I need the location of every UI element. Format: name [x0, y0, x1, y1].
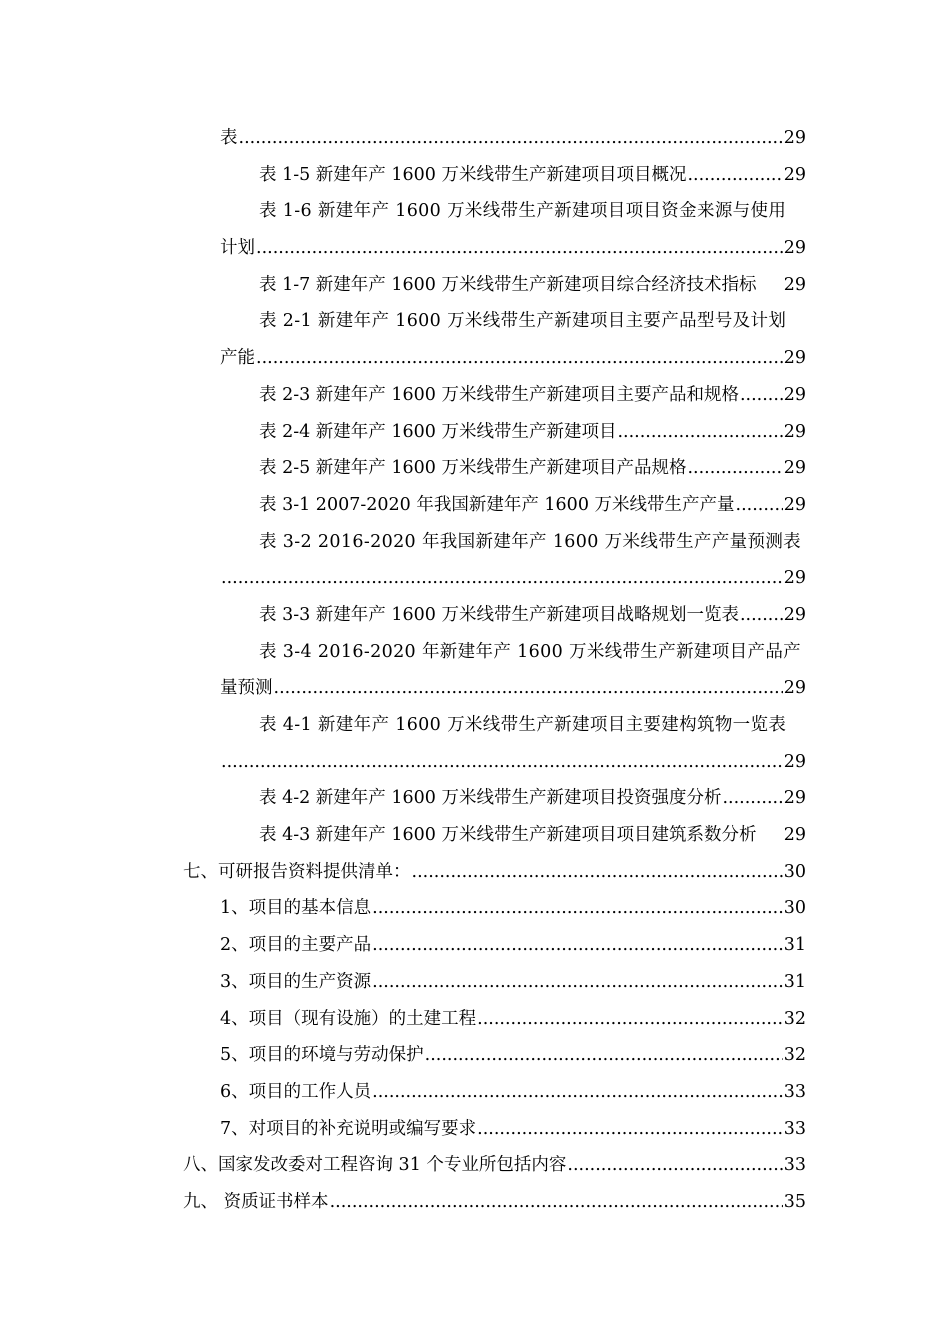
- toc-row: [0, 228, 950, 265]
- toc-row: [0, 522, 950, 559]
- toc-entry[interactable]: [259, 164, 806, 186]
- toc-row: [0, 668, 950, 705]
- toc-entry[interactable]: [259, 641, 806, 663]
- toc-leader-dots: [617, 421, 782, 443]
- toc-leader-dots: [330, 1191, 783, 1213]
- toc-page-number: 30: [783, 861, 806, 882]
- toc-entry[interactable]: [220, 971, 806, 993]
- toc-entry[interactable]: [220, 237, 806, 259]
- toc-row: [0, 852, 950, 889]
- toc-page-number: 33: [783, 1081, 806, 1102]
- toc-leader-dots: [567, 1154, 782, 1176]
- toc-entry-title: 2、项目的主要产品: [220, 935, 372, 956]
- toc-row: [0, 742, 950, 779]
- toc-entry-title: 表 3-3 新建年产 1600 万米线带生产新建项目战略规划一览表: [259, 604, 739, 625]
- toc-page-number: 31: [783, 935, 806, 956]
- toc-leader-dots: [687, 457, 782, 479]
- toc-row: [0, 301, 950, 338]
- toc-entry-title: 1、项目的基本信息: [220, 898, 372, 919]
- toc-row: [0, 1109, 950, 1146]
- toc-leader-dots: [740, 384, 783, 406]
- toc-entry-title: 九、 资质证书样本: [183, 1191, 329, 1212]
- toc-entry[interactable]: [220, 1118, 806, 1140]
- toc-entry[interactable]: [183, 1191, 806, 1213]
- toc-entry[interactable]: [259, 531, 806, 553]
- toc-row: [0, 155, 950, 192]
- toc-leader-dots: [736, 494, 783, 516]
- toc-page-number: 33: [783, 1155, 806, 1176]
- toc-entry-title: 表 2-5 新建年产 1600 万米线带生产新建项目产品规格: [259, 458, 687, 479]
- toc-entry-title: 计划: [220, 238, 255, 259]
- toc-page-number: 29: [783, 494, 806, 515]
- toc-leader-dots: [425, 1044, 783, 1066]
- toc-entry[interactable]: [183, 1154, 806, 1176]
- toc-row: [0, 778, 950, 815]
- toc-entry[interactable]: [220, 751, 806, 773]
- toc-row: [0, 1145, 950, 1182]
- toc-leader-dots: [221, 751, 783, 773]
- toc-entry-title: 3、项目的生产资源: [220, 971, 372, 992]
- toc-entry-title: 表 3-2 2016-2020 年我国新建年产 1600 万米线带生产产量预测表: [259, 531, 802, 552]
- toc-entry[interactable]: [220, 897, 806, 919]
- toc-leader-dots: [412, 861, 783, 883]
- toc-row: [0, 705, 950, 742]
- toc-entry-title: 表 1-5 新建年产 1600 万米线带生产新建项目项目概况: [259, 164, 687, 185]
- toc-entry-title: 表 3-4 2016-2020 年新建年产 1600 万米线带生产新建项目产品产: [259, 641, 802, 662]
- toc-entry[interactable]: [220, 1081, 806, 1103]
- toc-entry-title: 七、可研报告资料提供清单：: [183, 861, 411, 882]
- toc-leader-dots: [239, 127, 783, 149]
- toc-entry[interactable]: [259, 421, 806, 443]
- toc-entry[interactable]: [259, 494, 806, 516]
- toc-page-number: 29: [783, 678, 806, 699]
- toc-entry[interactable]: [259, 200, 806, 222]
- toc-entry-title: 表 2-3 新建年产 1600 万米线带生产新建项目主要产品和规格: [259, 384, 739, 405]
- toc-row: [0, 191, 950, 228]
- toc-row: [0, 1182, 950, 1219]
- toc-entry-title: 表 1-6 新建年产 1600 万米线带生产新建项目项目资金来源与使用: [259, 201, 787, 222]
- toc-row: [0, 265, 950, 302]
- toc-page-number: 35: [783, 1191, 806, 1212]
- toc-row: [0, 962, 950, 999]
- toc-page-number: 29: [783, 568, 806, 589]
- toc-page-number: 29: [783, 604, 806, 625]
- toc-leader-dots: [221, 567, 783, 589]
- toc-leader-dots: [477, 1008, 783, 1030]
- toc-row: [0, 558, 950, 595]
- toc-page-number: 29: [783, 825, 806, 846]
- toc-row: [0, 1072, 950, 1109]
- toc-row: [0, 925, 950, 962]
- toc-row: [0, 448, 950, 485]
- toc-page-number: 29: [783, 384, 806, 405]
- toc-entry[interactable]: [220, 1008, 806, 1030]
- toc-entry-title: 产能: [220, 348, 255, 369]
- toc-page-number: 29: [783, 751, 806, 772]
- toc-entry-title: 表 3-1 2007-2020 年我国新建年产 1600 万米线带生产产量: [259, 494, 735, 515]
- toc-entry-title: 表 4-3 新建年产 1600 万米线带生产新建项目项目建筑系数分析: [259, 825, 757, 846]
- toc-entry-title: 7、对项目的补充说明或编写要求: [220, 1118, 477, 1139]
- toc-entry[interactable]: [259, 787, 806, 809]
- toc-leader-dots: [256, 237, 783, 259]
- toc-entry-title: 4、项目（现有设施）的土建工程: [220, 1008, 477, 1029]
- toc-row: [0, 888, 950, 925]
- toc-entry-title: 表: [220, 128, 238, 148]
- toc-entry[interactable]: [259, 824, 806, 846]
- toc-page-number: 29: [783, 788, 806, 809]
- toc-entry[interactable]: [259, 274, 806, 296]
- table-of-contents: [0, 118, 950, 1219]
- toc-entry-title: 表 4-1 新建年产 1600 万米线带生产新建项目主要建构筑物一览表: [259, 715, 787, 735]
- toc-row: [0, 1035, 950, 1072]
- toc-row: [0, 595, 950, 632]
- toc-row: [0, 999, 950, 1036]
- toc-page-number: 29: [783, 348, 806, 369]
- toc-page-number: 29: [783, 458, 806, 479]
- toc-row: [0, 338, 950, 375]
- toc-leader-dots: [477, 1118, 783, 1140]
- toc-entry[interactable]: [183, 861, 806, 883]
- toc-page-number: 29: [783, 421, 806, 442]
- toc-page-number: 32: [783, 1045, 806, 1066]
- toc-entry[interactable]: [259, 310, 806, 332]
- toc-leader-dots: [372, 934, 783, 956]
- toc-entry-title: 6、项目的工作人员: [220, 1081, 372, 1102]
- toc-entry[interactable]: [220, 1044, 806, 1066]
- toc-row: [0, 485, 950, 522]
- toc-leader-dots: [740, 604, 783, 626]
- toc-entry-title: 表 1-7 新建年产 1600 万米线带生产新建项目综合经济技术指标: [259, 274, 757, 295]
- toc-leader-dots: [256, 347, 783, 369]
- toc-entry-title: 量预测: [220, 678, 273, 699]
- toc-row: [0, 412, 950, 449]
- toc-page-number: 29: [783, 128, 806, 148]
- toc-row: [0, 632, 950, 669]
- toc-leader-dots: [274, 677, 783, 699]
- toc-entry-title: 表 2-1 新建年产 1600 万米线带生产新建项目主要产品型号及计划: [259, 311, 787, 332]
- toc-leader-dots: [687, 164, 782, 186]
- toc-entry[interactable]: [220, 347, 806, 369]
- toc-page-number: 29: [783, 164, 806, 185]
- toc-row: [0, 118, 950, 155]
- toc-leader-dots: [372, 897, 783, 919]
- toc-entry[interactable]: [259, 714, 806, 736]
- toc-row: [0, 375, 950, 412]
- toc-entry-title: 5、项目的环境与劳动保护: [220, 1045, 424, 1066]
- toc-entry[interactable]: [259, 604, 806, 626]
- toc-leader-dots: [372, 1081, 783, 1103]
- toc-page-number: 32: [783, 1008, 806, 1029]
- toc-leader-dots: [722, 787, 782, 809]
- toc-entry[interactable]: [259, 457, 806, 479]
- toc-entry-title: 八、国家发改委对工程咨询 31 个专业所包括内容: [183, 1155, 567, 1176]
- toc-entry[interactable]: [220, 127, 806, 149]
- toc-page-number: 29: [783, 238, 806, 259]
- toc-row: [0, 815, 950, 852]
- toc-entry-title: 表 4-2 新建年产 1600 万米线带生产新建项目投资强度分析: [259, 788, 722, 809]
- toc-entry[interactable]: [220, 567, 806, 589]
- toc-page-number: 33: [783, 1118, 806, 1139]
- toc-page-number: 30: [783, 898, 806, 919]
- toc-page-number: 29: [783, 274, 806, 295]
- toc-entry[interactable]: [259, 384, 806, 406]
- toc-leader-dots: [372, 971, 783, 993]
- toc-page-number: 31: [783, 971, 806, 992]
- toc-entry-title: 表 2-4 新建年产 1600 万米线带生产新建项目: [259, 421, 617, 442]
- toc-entry[interactable]: [220, 934, 806, 956]
- toc-entry[interactable]: [220, 677, 806, 699]
